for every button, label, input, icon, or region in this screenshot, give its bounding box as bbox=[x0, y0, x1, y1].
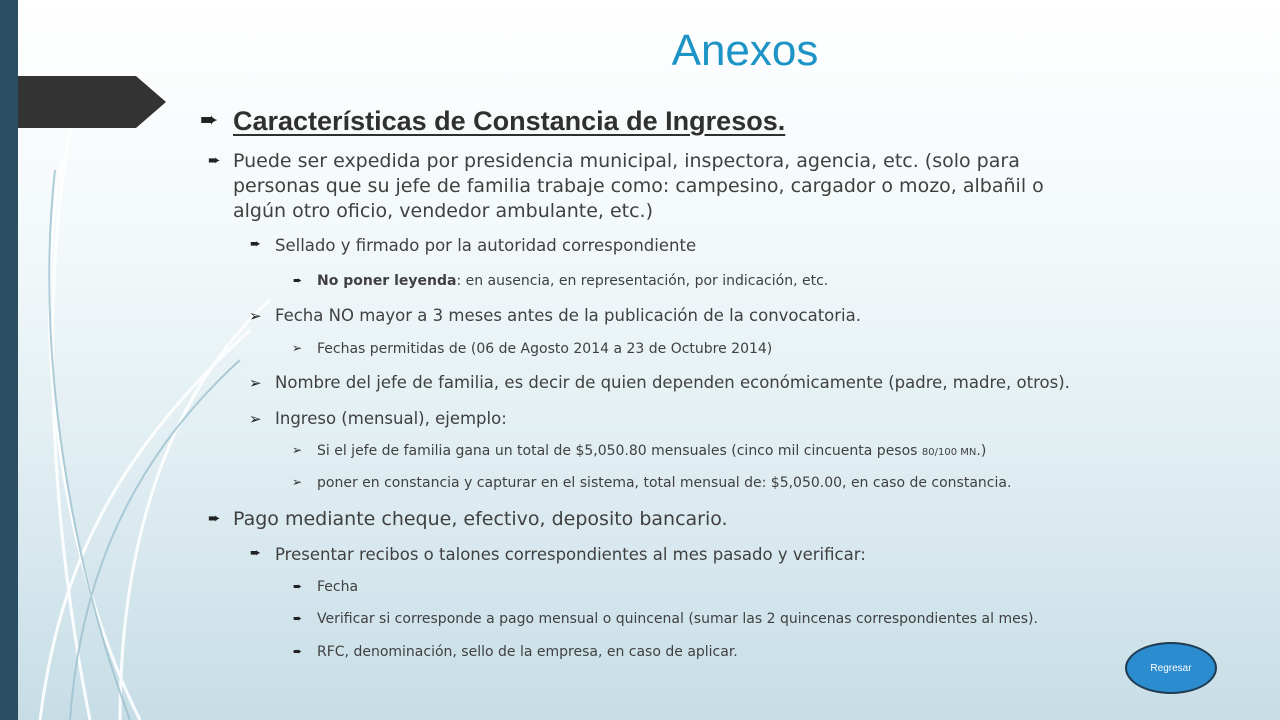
arrow-bullet-icon: ➨ bbox=[293, 645, 303, 658]
text-line: Puede ser expedida por presidencia municipal, inspectora, agencia, etc. (solo para bbox=[233, 150, 1020, 172]
chevron-bullet-icon: ➢ bbox=[249, 374, 262, 392]
arrow-bullet-icon: ➨ bbox=[208, 151, 221, 169]
text-line: Sellado y firmado por la autoridad correspondiente bbox=[275, 236, 697, 255]
arrow-bullet-icon: ➨ bbox=[208, 509, 221, 527]
chevron-bullet-icon: ➢ bbox=[292, 443, 303, 457]
back-button-label: Regresar bbox=[1150, 662, 1192, 674]
arrow-bullet-icon: ➨ bbox=[293, 274, 303, 287]
arrow-bullet-icon: ➨ bbox=[293, 580, 303, 593]
text-line: Fechas permitidas de (06 de Agosto 2014 a 23 de Octubre 2014) bbox=[317, 341, 773, 357]
arrow-bullet-icon: ➨ bbox=[200, 108, 219, 133]
text-line: algún otro oficio, vendedor ambulante, etc.) bbox=[233, 200, 653, 222]
slide-title: Anexos bbox=[671, 26, 819, 75]
text-line: personas que su jefe de familia trabaje como: campesino, cargador o mozo, albañil o bbox=[233, 175, 1044, 197]
text-fragment: 80/100 MN bbox=[921, 447, 977, 458]
text-fragment: : en ausencia, en representación, por indicación, etc. bbox=[456, 273, 829, 289]
text-fragment: Si el jefe de familia gana un total de $5,050.80 mensuales (cinco mil cincuenta pesos bbox=[317, 443, 922, 459]
text-line: Ingreso (mensual), ejemplo: bbox=[275, 409, 507, 428]
text-line: Nombre del jefe de familia, es decir de quien dependen económicamente (padre, madre, otros). bbox=[275, 373, 1070, 392]
text-line bbox=[317, 273, 828, 289]
chevron-bullet-icon: ➢ bbox=[292, 341, 303, 355]
text-line: Fecha bbox=[317, 579, 359, 595]
text-line: Pago mediante cheque, efectivo, deposito bancario. bbox=[233, 508, 728, 530]
chevron-bullet-icon: ➢ bbox=[292, 475, 303, 489]
text-line: Presentar recibos o talones correspondientes al mes pasado y verificar: bbox=[275, 545, 866, 564]
text-line: Verificar si corresponde a pago mensual o quincenal (sumar las 2 quincenas correspondientes al mes). bbox=[317, 611, 1038, 627]
emphasis-text: No poner leyenda bbox=[317, 273, 457, 289]
arrow-bullet-icon: ➨ bbox=[250, 237, 261, 252]
text-line: poner en constancia y capturar en el sistema, total mensual de: $5,050.00, en caso de constancia. bbox=[317, 475, 1012, 491]
text-line: RFC, denominación, sello de la empresa, en caso de aplicar. bbox=[317, 644, 738, 660]
chevron-bullet-icon: ➢ bbox=[249, 410, 262, 428]
chevron-bullet-icon: ➢ bbox=[249, 307, 262, 325]
arrow-bullet-icon: ➨ bbox=[250, 546, 261, 561]
text-fragment: .) bbox=[976, 443, 987, 459]
back-button[interactable] bbox=[1125, 642, 1217, 694]
text-line bbox=[317, 443, 986, 459]
arrow-bullet-icon: ➨ bbox=[293, 612, 303, 625]
section-heading: Características de Constancia de Ingresos. bbox=[233, 106, 786, 136]
text-line: Fecha NO mayor a 3 meses antes de la publicación de la convocatoria. bbox=[275, 306, 861, 325]
